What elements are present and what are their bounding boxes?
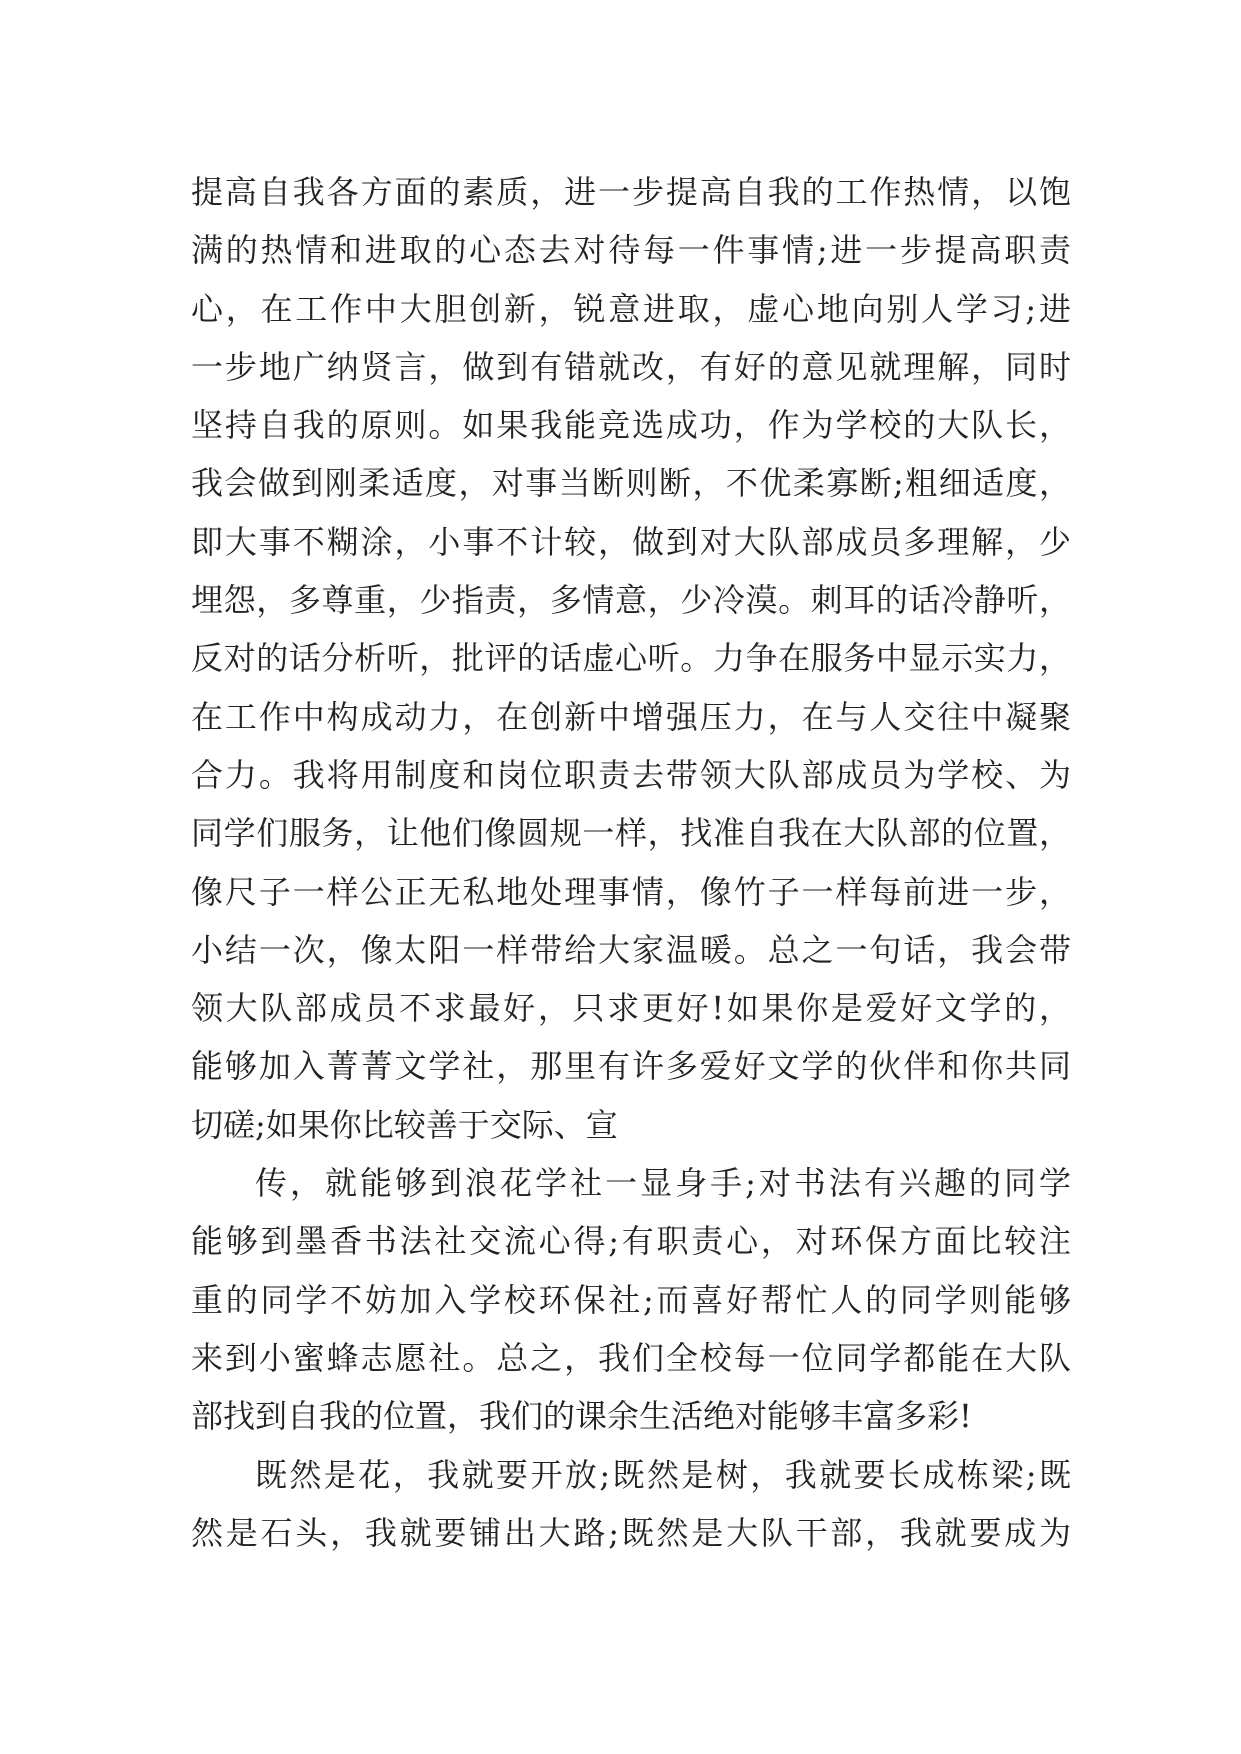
text-line: 来到小蜜蜂志愿社。总之，我们全校每一位同学都能在大队 <box>191 1338 1071 1377</box>
text-line: 心，在工作中大胆创新，锐意进取，虚心地向别人学习;进 <box>191 289 1071 328</box>
text-line: 能够加入菁菁文学社，那里有许多爱好文学的伙伴和你共同 <box>191 1047 1071 1086</box>
text-line: 能够到墨香书法社交流心得;有职责心，对环保方面比较注 <box>191 1222 1071 1261</box>
text-line: 满的热情和进取的心态去对待每一件事情;进一步提高职责 <box>191 231 1071 270</box>
text-line: 传，就能够到浪花学社一显身手;对书法有兴趣的同学 <box>255 1164 1071 1203</box>
text-line: 领大队部成员不求最好，只求更好!如果你是爱好文学的， <box>191 989 1071 1028</box>
paragraph-2 <box>191 1154 1071 1445</box>
text-line: 像尺子一样公正无私地处理事情，像竹子一样每前进一步， <box>191 872 1071 911</box>
text-line: 一步地广纳贤言，做到有错就改，有好的意见就理解，同时 <box>191 347 1071 386</box>
text-line: 既然是花，我就要开放;既然是树，我就要长成栋梁;既 <box>255 1455 1071 1494</box>
text-line: 坚持自我的原则。如果我能竞选成功，作为学校的大队长， <box>191 406 1071 445</box>
text-line: 埋怨，多尊重，少指责，多情意，少冷漠。刺耳的话冷静听， <box>191 581 1071 620</box>
text-line: 即大事不糊涂，小事不计较，做到对大队部成员多理解，少 <box>191 522 1071 561</box>
text-line: 部找到自我的位置，我们的课余生活绝对能够丰富多彩! <box>191 1397 972 1436</box>
text-line: 反对的话分析听，批评的话虚心听。力争在服务中显示实力， <box>191 639 1071 678</box>
paragraph-1 <box>191 163 1071 1154</box>
text-line: 小结一次，像太阳一样带给大家温暖。总之一句话，我会带 <box>191 930 1071 969</box>
text-line: 切磋;如果你比较善于交际、宣 <box>191 1105 618 1144</box>
text-line: 然是石头，我就要铺出大路;既然是大队干部，我就要成为 <box>191 1513 1071 1552</box>
text-line: 我会做到刚柔适度，对事当断则断，不优柔寡断;粗细适度， <box>191 464 1071 503</box>
document-body <box>191 163 1071 1562</box>
paragraph-3 <box>191 1446 1071 1563</box>
text-line: 在工作中构成动力，在创新中增强压力，在与人交往中凝聚 <box>191 697 1071 736</box>
text-line: 重的同学不妨加入学校环保社;而喜好帮忙人的同学则能够 <box>191 1280 1071 1319</box>
text-line: 同学们服务，让他们像圆规一样，找准自我在大队部的位置， <box>191 814 1071 853</box>
text-line: 合力。我将用制度和岗位职责去带领大队部成员为学校、为 <box>191 755 1071 794</box>
text-line: 提高自我各方面的素质，进一步提高自我的工作热情，以饱 <box>191 173 1071 211</box>
